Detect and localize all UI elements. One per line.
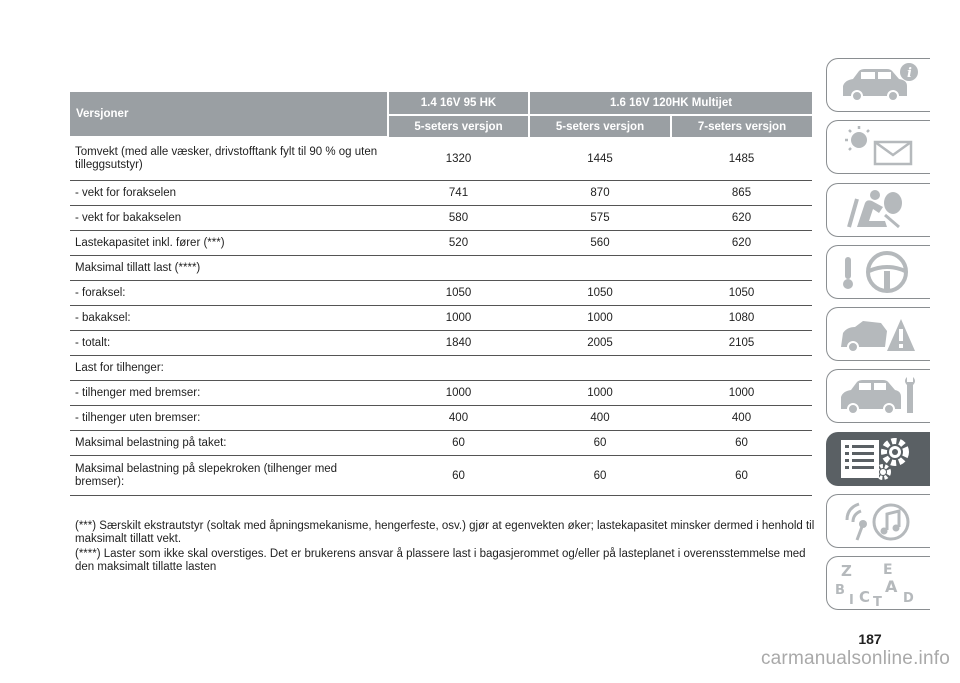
technical-data-table: [70, 92, 812, 496]
row-label: Maksimal belastning på slepekroken (tilhenger med bremser):: [70, 456, 388, 496]
tab-technical-data[interactable]: [826, 432, 930, 486]
table-row: [70, 356, 812, 381]
airbag-seat-icon: [835, 187, 921, 233]
tab-index[interactable]: [826, 556, 930, 610]
row-value: [671, 356, 812, 381]
table-row: [70, 431, 812, 456]
row-value: 1050: [388, 281, 529, 306]
variant-header-2: 5-seters versjon: [529, 115, 671, 137]
tab-safety[interactable]: [826, 183, 930, 237]
table-row: [70, 256, 812, 281]
row-value: 1050: [529, 281, 671, 306]
row-value: 60: [529, 456, 671, 496]
tab-multimedia[interactable]: [826, 494, 930, 548]
row-value: [671, 256, 812, 281]
row-value: 620: [671, 231, 812, 256]
engine-header-2: 1.6 16V 120HK Multijet: [529, 92, 812, 115]
car-accident-warning-icon: [835, 311, 921, 357]
row-value: 1000: [388, 381, 529, 406]
row-value: [388, 256, 529, 281]
index-letter-t: T: [873, 595, 882, 607]
table-row: [70, 137, 812, 181]
table-row: [70, 281, 812, 306]
table-row: [70, 306, 812, 331]
footnote-2: (****) Laster som ikke skal overstiges. Det er brukerens ansvar å plassere last i bagasjerommet og/eller på lasteplanet i overensstemmelse med den maksimalt tillatte lasten: [75, 548, 806, 573]
row-value: 575: [529, 206, 671, 231]
row-label: Maksimal belastning på taket:: [70, 431, 388, 456]
row-value: 1000: [671, 381, 812, 406]
row-value: 400: [529, 406, 671, 431]
tab-maintenance[interactable]: [826, 369, 930, 423]
row-value: [388, 356, 529, 381]
index-letter-a: A: [885, 577, 898, 597]
row-value: 60: [671, 431, 812, 456]
row-value: 400: [388, 406, 529, 431]
variant-header-3: 7-seters versjon: [671, 115, 812, 137]
variant-header-1: 5-seters versjon: [388, 115, 529, 137]
row-label: Maksimal tillatt last (****): [70, 256, 388, 281]
page-number: 187: [858, 631, 882, 647]
table-row: [70, 381, 812, 406]
car-info-icon: [835, 62, 921, 108]
row-value: 1080: [671, 306, 812, 331]
table-row: [70, 331, 812, 356]
footnote-1: (***) Særskilt ekstrautstyr (soltak med åpningsmekanisme, hengerfeste, osv.) gjør at egenvekten øker; lastekapasitet minsker dermed i henhold til maksimalt tillatt vekt.: [75, 520, 815, 545]
row-value: 870: [529, 181, 671, 206]
row-value: 1320: [388, 137, 529, 181]
row-value: 400: [671, 406, 812, 431]
row-value: 1050: [671, 281, 812, 306]
alphabetical-index-icon: [835, 560, 921, 606]
svg-text:i: i: [907, 66, 912, 81]
row-value: 1000: [529, 381, 671, 406]
row-value: 865: [671, 181, 812, 206]
row-value: 1485: [671, 137, 812, 181]
index-letter-i: I: [849, 593, 854, 607]
row-value: 2105: [671, 331, 812, 356]
row-value: 2005: [529, 331, 671, 356]
row-value: 1445: [529, 137, 671, 181]
row-label: - foraksel:: [70, 281, 388, 306]
row-value: 60: [671, 456, 812, 496]
row-label: - vekt for bakakselen: [70, 206, 388, 231]
row-value: 520: [388, 231, 529, 256]
row-value: 1000: [388, 306, 529, 331]
row-value: 60: [388, 456, 529, 496]
table-row: [70, 206, 812, 231]
row-value: [529, 356, 671, 381]
index-letter-b: B: [835, 583, 845, 599]
warning-light-message-icon: [835, 124, 921, 170]
index-letter-d: D: [903, 591, 914, 607]
table-row: [70, 181, 812, 206]
row-label: Tomvekt (med alle væsker, drivstofftank fylt til 90 % og uten tilleggsutstyr): [70, 137, 388, 181]
row-label: Lastekapasitet inkl. fører (***): [70, 231, 388, 256]
row-value: 580: [388, 206, 529, 231]
tab-emergency[interactable]: [826, 307, 930, 361]
index-letter-z: Z: [841, 562, 852, 581]
row-label: - vekt for forakselen: [70, 181, 388, 206]
index-letter-e: E: [883, 562, 893, 579]
row-value: 620: [671, 206, 812, 231]
index-letter-c: C: [859, 588, 871, 607]
row-value: 60: [529, 431, 671, 456]
multimedia-music-icon: [835, 498, 921, 544]
row-label: - bakaksel:: [70, 306, 388, 331]
row-value: 1840: [388, 331, 529, 356]
table-header-row: [70, 92, 812, 115]
versions-header: Versjoner: [70, 92, 388, 137]
row-label: - totalt:: [70, 331, 388, 356]
table-row: [70, 456, 812, 496]
row-value: [529, 256, 671, 281]
chapter-tab-sidebar: [826, 58, 930, 619]
car-service-wrench-icon: [835, 373, 921, 419]
engine-header-1: 1.4 16V 95 HK: [388, 92, 529, 115]
key-steering-wheel-icon: [835, 249, 921, 295]
footnotes: [75, 520, 820, 576]
technical-data-gear-icon: [835, 436, 921, 482]
row-value: 1000: [529, 306, 671, 331]
table-row: [70, 406, 812, 431]
tab-dashboard-warnings[interactable]: [826, 120, 930, 174]
table-row: [70, 231, 812, 256]
row-value: 560: [529, 231, 671, 256]
tab-starting-driving[interactable]: [826, 245, 930, 299]
row-label: - tilhenger uten bremser:: [70, 406, 388, 431]
row-value: 741: [388, 181, 529, 206]
row-label: Last for tilhenger:: [70, 356, 388, 381]
row-label: - tilhenger med bremser:: [70, 381, 388, 406]
tab-car-knowledge[interactable]: [826, 58, 930, 112]
watermark: carmanualsonline.info: [760, 648, 950, 669]
row-value: 60: [388, 431, 529, 456]
